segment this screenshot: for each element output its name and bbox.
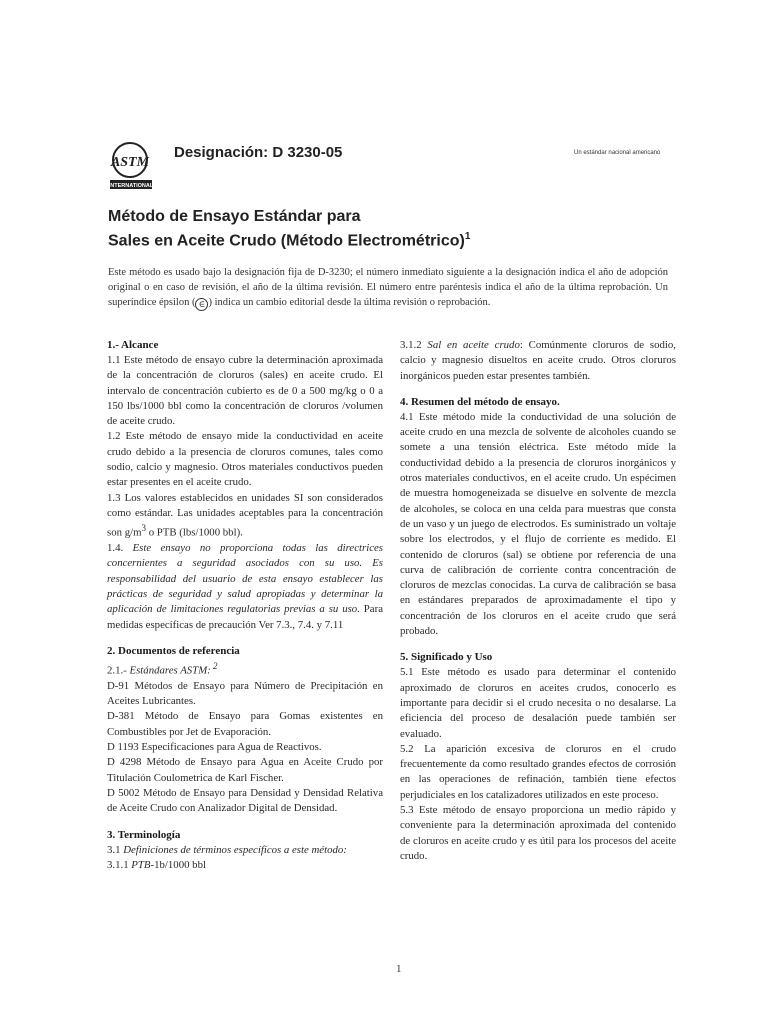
section-3-heading: 3. Terminología	[107, 828, 181, 841]
reference-d1193: D 1193 Especificaciones para Agua de Reactivos.	[107, 741, 322, 754]
section-1-heading: 1.- Alcance	[107, 339, 159, 351]
astm-logo	[108, 140, 164, 192]
document-header	[108, 140, 668, 192]
svg-text:ASTM: ASTM	[110, 155, 150, 170]
right-column	[400, 338, 676, 864]
paragraph-1-1: 1.1 Este método de ensayo cubre la determinación aproximada de la concentración de cloruros (sales) en aceite crudo. El intervalo de concentración cubierto es de 0 a 500 mg/kg o 0 a 150 lbs/1000 bbl como la concentración de cloruros /volumen de aceite crudo.	[107, 354, 383, 428]
designation-note: Este método es usado bajo la designación fija de D-3230; el número inmediato siguiente a la designación indica el año de adopción original o en caso de revisión, el año de la última revisión. El número entre paréntesis indica el año de la última reprobación. Un superíndice épsilon ( ∈ ) indica un cambio editorial desde la última revisión o reprobación.	[108, 267, 668, 309]
reference-d91: D-91 Métodos de Ensayo para Número de Precipitación en Aceites Lubricantes.	[107, 679, 383, 708]
document-title	[108, 207, 668, 251]
reference-d5002: D 5002 Método de Ensayo para Densidad y Densidad Relativa de Aceite Crudo con Analizador Digital de Densidad.	[107, 786, 383, 815]
section-5-heading: 5. Significado y Uso	[400, 651, 493, 664]
page-number: 1	[396, 963, 402, 975]
section-2-heading: 2. Documentos de referencia	[107, 644, 240, 657]
reference-d381: D-381 Método de Ensayo para Gomas existentes en Combustibles por Jet de Evaporación.	[107, 710, 383, 738]
paragraph-5-1: 5.1 Este método es usado para determinar el contenido aproximado de cloruros en aceites crudos, conocerlo es importante para decidir si el crudo necesita o no desalarse. La eficiencia del proceso de desalación puede también ser evaluado.	[400, 666, 676, 740]
logo-text: INTERNATIONAL	[108, 183, 154, 189]
paragraph-3-1-1: 3.1.1 PTB-1b/1000 bbl	[107, 858, 206, 871]
reference-d4298: D 4298 Método de Ensayo para Agua en Aceite Crudo por Titulación Coulometrica de Karl Fischer.	[107, 756, 383, 784]
paragraph-1-3: 1.3 Los valores establecidos en unidades SI son considerados como estándar. Las unidades aceptables para la concentración son $g/m^3$ o PTB (lbs/1000 bbl).	[107, 491, 383, 539]
national-standard-note: Un estándar nacional americano	[574, 150, 661, 156]
paragraph-1-2: 1.2 Este método de ensayo mide la conductividad en aceite crudo debido a la presencia de cloruros comunes, tales como sodio, calcio y magnesio. Otros materiales conductivos pueden estar presentes en el aceite crudo.	[107, 430, 383, 489]
paragraph-1-4: 1.4. Este ensayo no proporciona todas las directrices concernientes a seguridad asociados con su uso. Es responsabilidad del usuario de esta ensayo establecer las prácticas de seguridad y salud apropiadas y determinar la aplicación de limitaciones regulatorias previas a su uso. Para medidas específicas de precaución Ver 7.3., 7.4. y 7.11	[107, 542, 383, 631]
section-4-heading: 4. Resumen del método de ensayo.	[400, 395, 560, 408]
paragraph-3-1: 3.1 Definiciones de términos específicos a este método:	[107, 843, 347, 856]
left-column	[107, 338, 383, 873]
paragraph-3-1-2: 3.1.2 Sal en aceite crudo: Comúnmente cloruros de sodio, calcio y magnesio disueltos en aceite crudo. Otros cloruros inorgánicos pueden estar presentes también.	[400, 339, 676, 382]
epsilon-symbol: ∈	[195, 298, 208, 311]
designation: Designación: D 3230-05	[174, 144, 343, 161]
paragraph-5-2: 5.2 La aparición excesiva de cloruros en el crudo frecuentemente da como resultado grandes efectos de corrosión en las operaciones de refinación, también tiene efectos perjudiciales en los catalizadores utilizados en este proceso.	[400, 742, 676, 801]
title-footnote-mark: 1	[464, 231, 471, 242]
paragraph-5-3: 5.3 Este método de ensayo proporciona un medio rápido y conveniente para la determinación aproximada del contenido de cloruros en aceite crudo y es útil para los procesos del aceite crudo.	[400, 804, 676, 862]
title-line-2: Sales en Aceite Crudo (Método Electrométrico)$^1$	[108, 231, 471, 250]
paragraph-4-1: 4.1 Este método mide la conductividad de una solución de aceite crudo en una mezcla de solvente de alcoholes cuando se somete a una tensión eléctrica. Este método mide la conductividad debido a la presencia de cloruros inorgánicos y otros materiales conductivos, en el aceite crudo. Un espécimen de muestra homogeneizada se disuelve en solvente de mezcla de alcoholes, se coloca en una celda para muestras que consta de un vaso y un juego de electrodos. Es suministrado un voltaje sobre los electrodos, y el flujo de corriente es medido. El contenido de cloruros (sal) se obtiene por referencia de una curva de calibración de corriente contra concentración de cloruros de mezclas conocidas. La curva de calibración se basa en estándares preparados de aproximadamente el tipo y concentración de los cloruros en el aceite crudo que será probado.	[400, 410, 676, 638]
title-line-1: Método de Ensayo Estándar para	[108, 208, 361, 225]
paragraph-2-1: 2.1.- Estándares ASTM: $^2$	[107, 660, 218, 677]
